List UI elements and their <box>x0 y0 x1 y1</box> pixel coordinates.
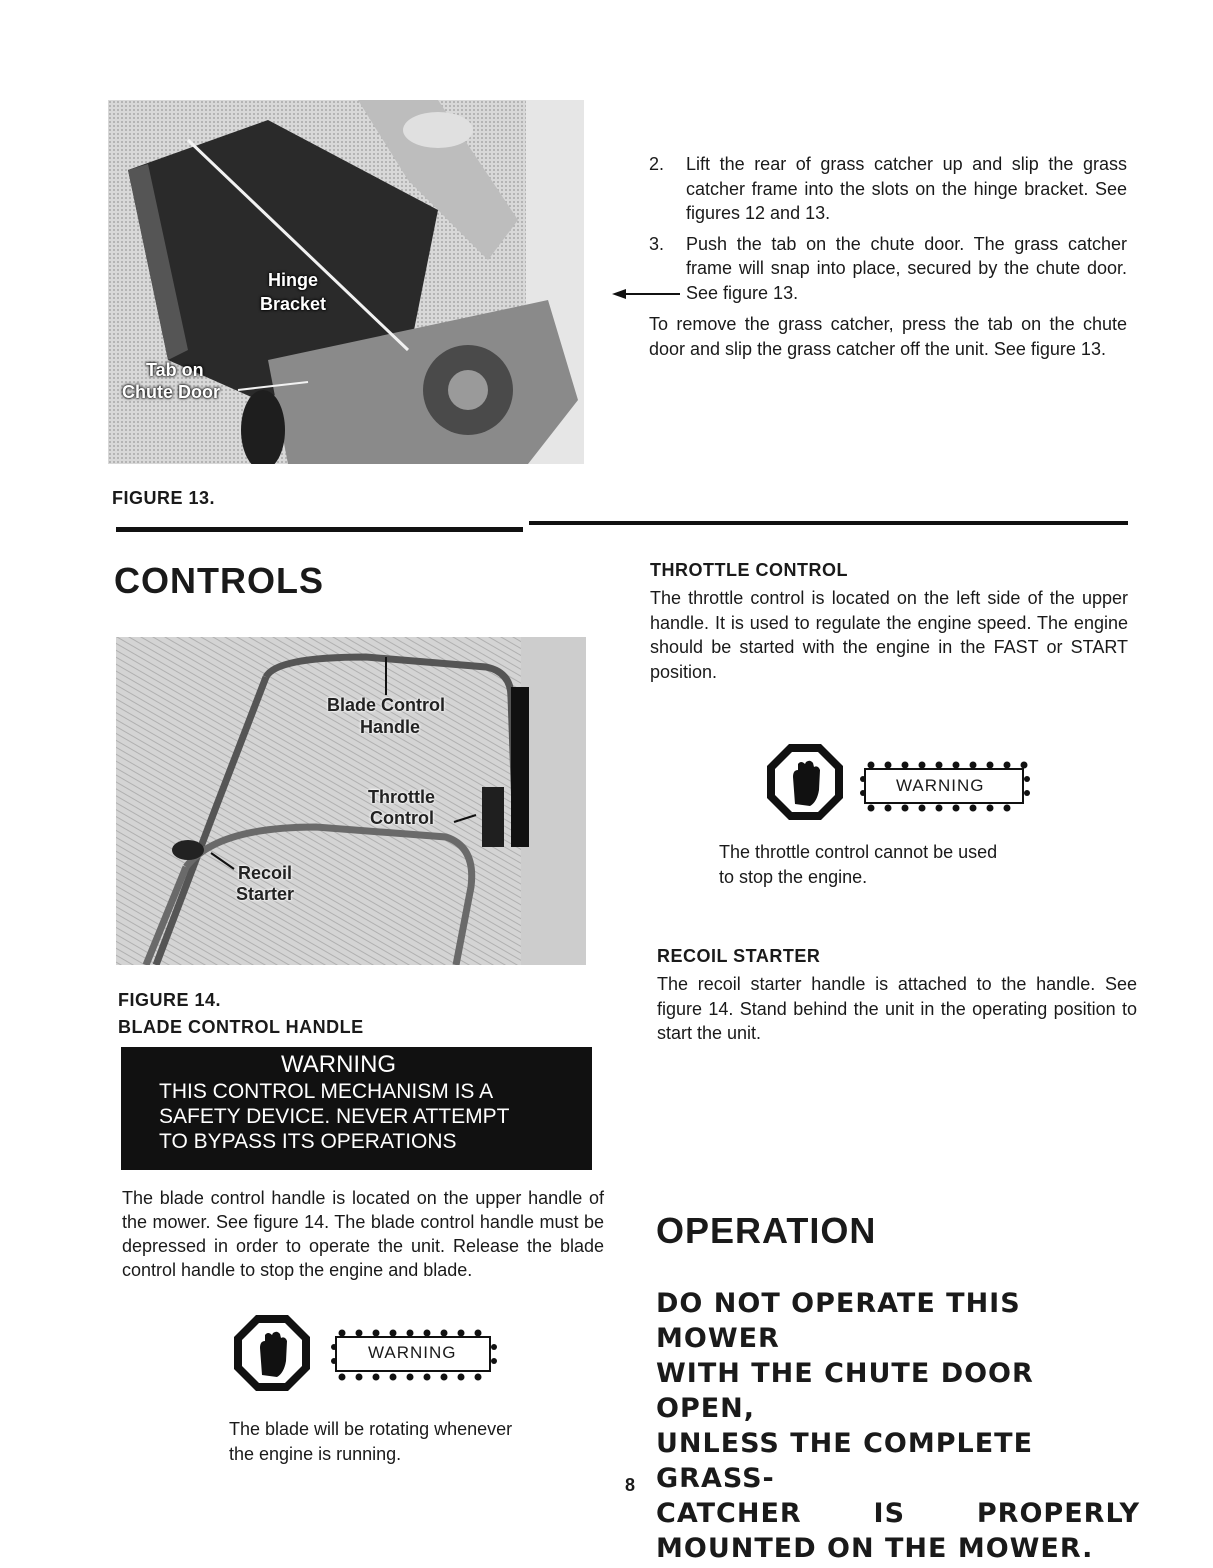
figure-14-illustration <box>116 637 586 965</box>
blade-warning-line1: The blade will be rotating whenever <box>229 1419 513 1439</box>
warning-box-line: TO BYPASS ITS OPERATIONS <box>159 1130 457 1153</box>
remove-instructions: To remove the grass catcher, press the tab on the chute door and slip the grass catcher off the unit. See figure 13. <box>649 314 1127 359</box>
figure-14-photo <box>116 637 586 965</box>
throttle-heading: THROTTLE CONTROL <box>650 560 848 580</box>
blade-warning-symbol <box>232 1313 502 1393</box>
label-hinge-line1: Hinge <box>268 270 319 290</box>
install-step <box>649 152 1127 226</box>
throttle-text: The throttle control is located on the left side of the upper handle. It is used to regulate the engine speed. The engine should be started with the engine in the FAST or START position. <box>650 588 1128 682</box>
warning-box-line: SAFETY DEVICE. NEVER ATTEMPT <box>159 1105 510 1128</box>
section-divider-left <box>116 527 523 532</box>
throttle-warning-line2: to stop the engine. <box>719 866 868 887</box>
label-recoil-line1: Recoil <box>238 863 293 883</box>
operation-warning-line: CATCHER IS PROPERLY <box>656 1498 1140 1529</box>
label-throttle-line1: Throttle <box>368 787 435 807</box>
install-step <box>649 232 1127 306</box>
operation-warning-line: MOUNTED ON THE MOWER. <box>656 1533 1094 1564</box>
operation-title: OPERATION <box>656 1210 877 1251</box>
label-recoil-line2: Starter <box>236 884 295 904</box>
section-divider-right <box>529 521 1128 525</box>
blade-control-heading: BLADE CONTROL HANDLE <box>118 1017 364 1037</box>
figure-14-caption: FIGURE 14. <box>118 990 222 1010</box>
page-number: 8 <box>625 1475 636 1495</box>
warning-box-title: WARNING <box>281 1051 397 1078</box>
recoil-text: The recoil starter handle is attached to the handle. See figure 14. Stand behind the unit in the operating position to start the unit. <box>657 974 1137 1043</box>
figure-13-caption: FIGURE 13. <box>112 488 216 508</box>
operation-warning <box>656 1286 1140 1566</box>
step-text: Lift the rear of grass catcher up and slip the grass catcher frame into the slots on the hinge bracket. See figures 12 and 13. <box>686 154 1127 223</box>
blade-warning-label: WARNING <box>368 1343 457 1362</box>
blade-warning-line2: the engine is running. <box>229 1443 402 1464</box>
step-text: Push the tab on the chute door. The grass catcher frame will snap into place, secured by the chute door. See figure 13. <box>686 233 1127 303</box>
figure-13-photo <box>108 100 584 464</box>
controls-title: CONTROLS <box>114 560 324 601</box>
throttle-warning-label: WARNING <box>896 776 985 795</box>
blade-control-text: The blade control handle is located on the upper handle of the mower. See figure 14. The blade control handle must be depressed in order to operate the unit. Release the blade control handle to stop the engine and blade. <box>122 1188 604 1280</box>
figure-13-illustration <box>108 100 584 464</box>
label-hinge-line2: Bracket <box>260 294 327 314</box>
throttle-warning-symbol <box>765 742 1035 822</box>
recoil-heading: RECOIL STARTER <box>657 946 821 966</box>
blade-control-warning-box <box>121 1047 592 1170</box>
label-blade-control-line1: Blade Control <box>327 695 446 715</box>
step-number: 3. <box>649 233 665 254</box>
blade-warning-text <box>229 1417 512 1466</box>
install-steps <box>649 152 1127 311</box>
throttle-warning-line1: The throttle control cannot be used <box>719 842 998 862</box>
warning-box-line: THIS CONTROL MECHANISM IS A <box>159 1080 494 1103</box>
label-blade-control-line2: Handle <box>360 717 421 737</box>
operation-warning-line: DO NOT OPERATE THIS MOWER <box>656 1288 1021 1354</box>
label-tab-line2: Chute Door <box>122 382 220 402</box>
label-tab-line1: Tab on <box>146 360 204 380</box>
operation-warning-line: UNLESS THE COMPLETE GRASS- <box>656 1428 1034 1494</box>
label-throttle-line2: Control <box>370 808 434 828</box>
throttle-warning-text <box>719 840 997 889</box>
step-number: 2. <box>649 154 665 174</box>
operation-warning-line: WITH THE CHUTE DOOR OPEN, <box>656 1358 1034 1424</box>
